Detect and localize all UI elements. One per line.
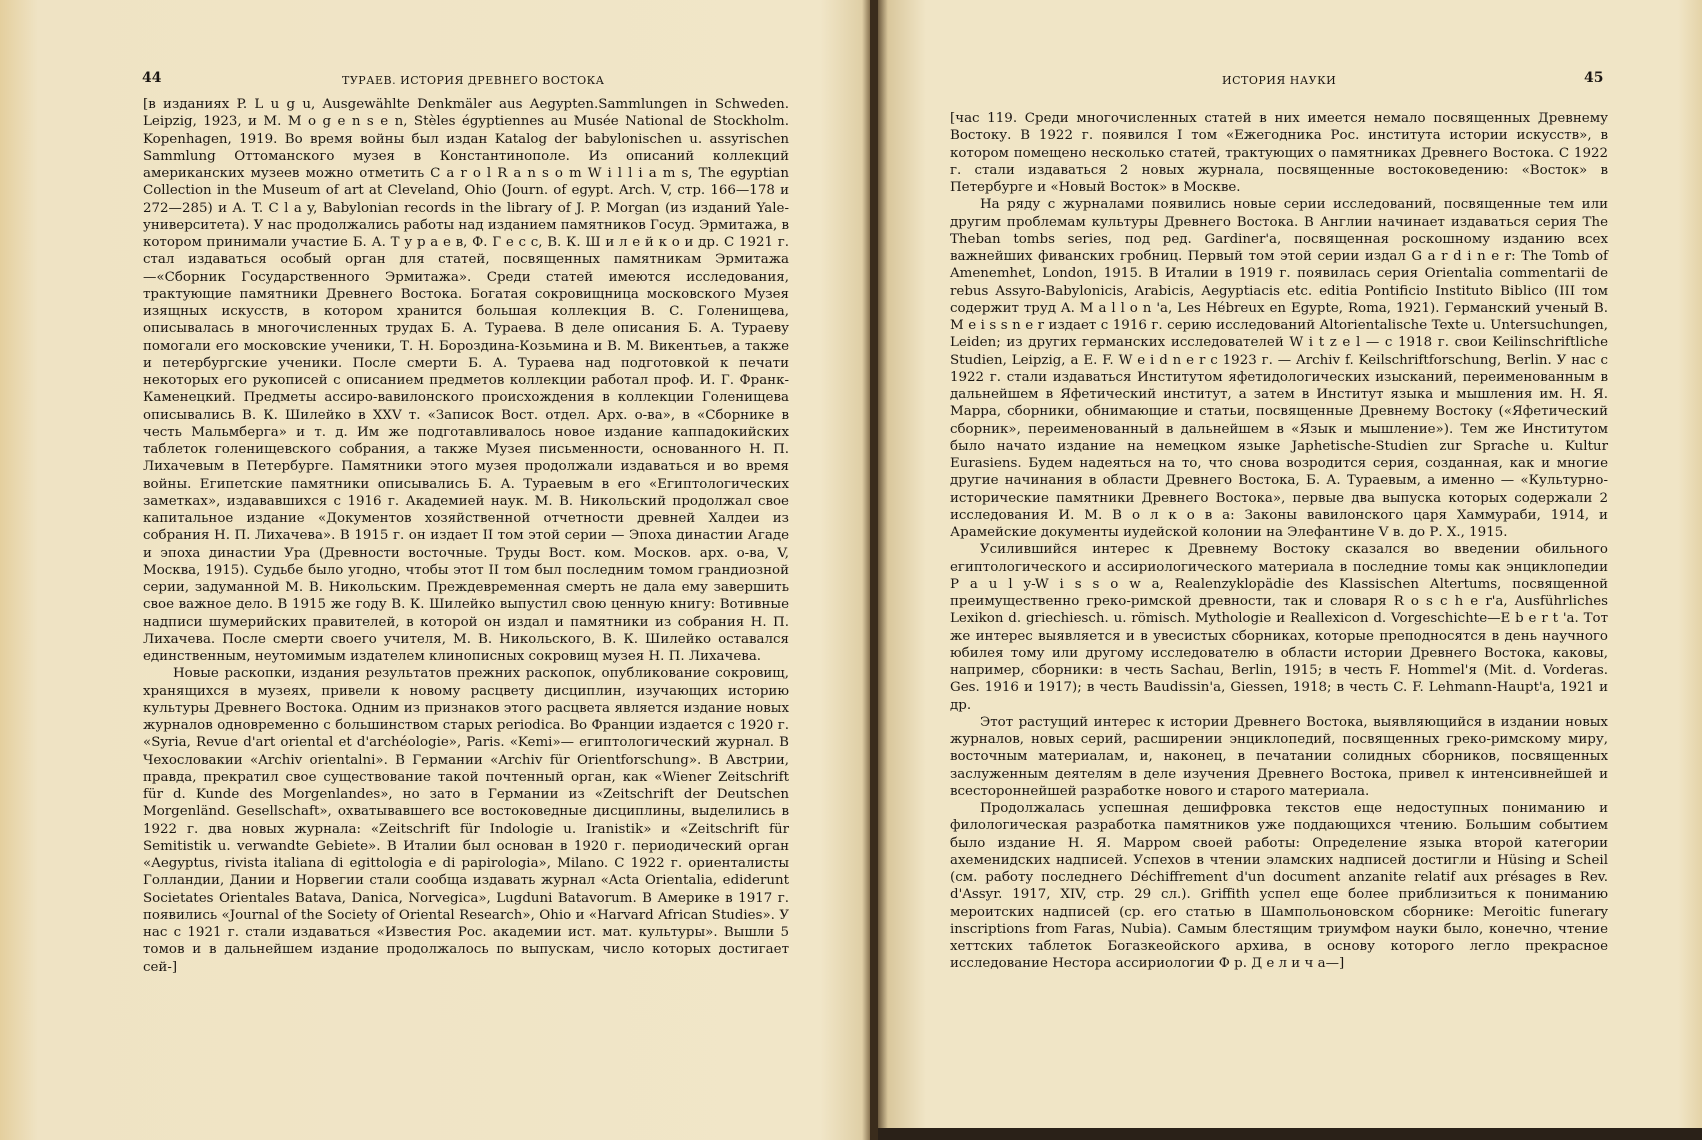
paragraph: Новые раскопки, издания результатов прежних раскопок, опубликование сокровищ, хранящихся в музеях, привели к новому расцвету дисциплин, изучающих историю культуры Древнего Востока. Одним из признаков этого расцвета является издание новых журналов одновременно с большинством старых periodica. Во Франции издается с 1920 г. «Syria, Revue d'art oriental et d'archéologie», Paris. «Kemi»— египтологический журнал. В Чехословакии «Archiv orientalni». В Германии «Archiv für Orientforschung». В Австрии, правда, прекратил свое существование такой почтенный орган, как «Wiener Zeitschrift für d. Kunde des Morgenlandes», но зато в Германии из «Zeitschrift der Deutschen Morgenländ. Gesellschaft», охватывавшего все востоковедные дисциплины, выделились в 1922 г. два новых журнала: «Zeitschrift für Indologie u. Iranistik» и «Zeitschrift für Semitistik u. verwandte Gebiete». В Италии был основан в 1920 г. периодический орган «Aegyptus, rivista italiana di egittologia e di papirologia», Milano. С 1922 г. ориенталисты Голландии, Дании и Норвегии стали сообща издавать журнал «Acta Orientalia, ediderunt Societates Orientales Batava, Danica, Norvegica», Lugduni Batavorum. В Америке в 1917 г. появились «Journal of the Society of Oriental Research», Ohio и «Harvard African Studies». У нас с 1921 г. стали издаваться «Известия Рос. академии ист. мат. культуры». Вышли 5 томов и в дальнейшем издание продолжалось по выпускам, число которых достигает сей-] (143, 666, 789, 975)
left-page-number: 44 (142, 70, 162, 86)
paragraph: [в изданиях P. L u g u, Ausgewählte Denkmäler aus Aegypten.Sammlungen in Schweden. Leipzig, 1923, и M. M o g e n s e n, Stèles égyptiennes au Musée National de Stockholm. Kopenhagen, 1919. Во время войны был издан Katalog der babylonischen u. assyrischen Sammlung Оттоманского музея в Константинополе. Из описаний коллекций американских музеев можно отметить C a r o l R a n s o m W i l l i a m s, The egyptian Collection in the Museum of art at Cleveland, Ohio (Journ. of egypt. Arch. V, стр. 166—178 и 272—285) и A. T. C l a y, Babylonian records in the library of J. P. Morgan (из изданий Yale-университета). У нас продолжались работы над изданием памятников Госуд. Эрмитажа, в котором принимали участие Б. А. Т у р а е в, Ф. Г е с с, В. К. Ш и л е й к о и др. С 1921 г. стал издаваться особый орган для статей, посвященных памятникам Эрмитажа—«Сборник Государственного Эрмитажа». Среди статей имеются исследования, трактующие памятники Древнего Востока. Богатая сокровищница московского Музея изящных искусств, в котором хранится большая коллекция В. С. Голенищева, описывалась в многочисленных трудах Б. А. Тураева. В деле описания Б. А. Тураеву помогали его московские ученики, Т. Н. Бороздина-Козьмина и В. М. Викентьев, а также и петербургские ученики. После смерти Б. А. Тураева над подготовкой к печати некоторых его рукописей с описанием предметов коллекции работал проф. И. Г. Франк-Каменецкий. Предметы ассиро-вавилонского происхождения в коллекции Голенищева описывались В. К. Шилейко в XXV т. «Записок Вост. отдел. Арх. о-ва», в «Сборнике в честь Мальмберга» и т. д. Им же подготавливалось новое издание каппадокийских таблеток голенищевского собрания, а также Музея письменности, основанного Н. П. Лихачевым в Петербурге. Памятники этого музея продолжали издаваться и во время войны. Египетские памятники описывались Б. А. Тураевым в его «Египтологических заметках», издававшихся с 1916 г. Академией наук. М. В. Никольский продолжал свое капитальное издание «Документов хозяйственной отчетности древней Халдеи из собрания Н. П. Лихачева». В 1915 г. он издает II том этой серии — Эпоха династии Агаде и эпоха династии Ура (Древности восточные. Труды Вост. ком. Москов. арх. о-ва, V, Москва, 1915). Судьбе было угодно, чтобы этот II том был последним томом грандиозной серии, задуманной М. В. Никольским. Преждевременная смерть не дала ему завершить свое важное дело. В 1915 же году В. К. Шилейко выпустил свою ценную книгу: Вотивные надписи шумерийских правителей, в которой он издал и памятники из собрания Н. П. Лихачева. После смерти своего учителя, М. В. Никольского, В. К. Шилейко оставался единственным, неутомимым издателем клинописных сокровищ музея Н. П. Лихачева. (143, 97, 789, 664)
paragraph: Продолжалась успешная дешифровка текстов еще недоступных пониманию и филологическая разработка памятников уже поддающихся чтению. Большим событием было издание Н. Я. Марром своей работы: Определение языка второй категории ахеменидских надписей. Успехов в чтении эламских надписей достигли и Hüsing и Scheil (см. работу последнего Déchiffrement d'un document anzanite relatif aux présages в Rev. d'Assyr. 1917, XIV, стр. 29 сл.). Griffith успел еще более приблизиться к пониманию мероитских надписей (ср. его статью в Шампольоновском сборнике: Meroitic funerary inscriptions from Faras, Nubia). Самым блестящим триумфом науки было, конечно, чтение хеттских таблеток Богазкеойского архива, в основу которого легло прекрасное исследование Нестора ассириологии Ф р. Д е л и ч а—] (950, 801, 1608, 972)
scan-edge (878, 1128, 1702, 1140)
right-page (878, 0, 1702, 1140)
right-text-column (950, 110, 1608, 973)
right-page-number: 45 (1584, 70, 1604, 86)
paragraph: На ряду с журналами появились новые серии исследований, посвященные тем или другим проблемам культуры Древнего Востока. В Англии начинает издаваться серия The Theban tombs series, под ред. Gardiner'a, посвященная роскошному изданию всех важнейших фиванских гробниц. Первый том этой серии издал G a r d i n e r: The Tomb of Amenemhet, London, 1915. В Италии в 1919 г. появилась серия Orientalia commentarii de rebus Assyro-Babylonicis, Arabicis, Aegyptiacis etc. editia Pontificio Instituto Biblico (III том содержит труд A. M a l l o n 'a, Les Hébreux en Egypte, Roma, 1921). Германский ученый B. M e i s s n e r издает с 1916 г. серию исследований Altorientalische Texte u. Untersuchungen, Leiden; из других германских исследователей W i t z e l — с 1918 г. свои Keilinschriftliche Studien, Leipzig, а E. F. W e i d n e r с 1923 г. — Archiv f. Keilschriftforschung, Berlin. У нас с 1922 г. стали издаваться Институтом яфетидологических изысканий, переименованным в дальнейшем в Яфетический институт, а затем в Институт языка и мышления им. Н. Я. Марра, сборники, обнимающие и статьи, посвященные Древнему Востоку («Яфетический сборник», переименованный в дальнейшем в «Язык и мышление»). Тем же Институтом было начато издание на немецком языке Japhetische-Studien zur Sprache u. Kultur Eurasiens. Будем надеяться на то, что снова возродится серия, созданная, как и многие другие начинания в области Древнего Востока, Б. А. Тураевым, а именно — «Культурно-исторические памятники Древнего Востока», первые два выпуска которых содержали 2 исследования И. М. В о л к о в а: Законы вавилонского царя Хаммураби, 1914, и Арамейские документы иудейской колонии на Элефантине V в. до Р. Х., 1915. (950, 197, 1608, 540)
paragraph: Этот растущий интерес к истории Древнего Востока, выявляющийся в издании новых журналов, новых серий, расширении энциклопедий, посвященных греко-римскому миру, восточным материалам, и, наконец, в печатании солидных сборников, посвященных заслуженным деятелям в деле изучения Древнего Востока, привел к интенсивнейшей и всестороннейшей разработке нового и старого материала. (950, 714, 1608, 799)
paragraph: Усилившийся интерес к Древнему Востоку сказался во введении обильного египтологического и ассириологического материала в последние томы как энциклопедии P a u l y-W i s s o w a, Realenzyklopädie des Klassischen Altertums, посвященной преимущественно греко-римской древности, так и словаря R o s c h e r'а, Ausführliches Lexikon d. griechiesch. u. römisch. Mythologie и Reallexicon d. Vorgeschichte—E b e r t 'а. Тот же интерес выявляется и в увесистых сборниках, которые преподносятся в день научного юбилея тому или другому исследователю в области истории Древнего Востока, каковы, например, сборники: в честь Sachau, Berlin, 1915; в честь F. Hommel'я (Mit. d. Vorderas. Ges. 1916 и 1917); в честь Baudissin'а, Giessen, 1918; в честь C. F. Lehmann-Haupt'а, 1921 и др. (950, 542, 1608, 713)
right-running-head: ИСТОРИЯ НАУКИ (1222, 74, 1337, 87)
paragraph: [час 119. Среди многочисленных статей в них имеется немало посвященных Древнему Востоку. В 1922 г. появился I том «Ежегодника Рос. института истории искусств», в котором помещено несколько статей, трактующих о памятниках Древнего Востока. С 1922 г. стали издаваться 2 новых журнала, посвященные востоковедению: «Восток» в Петербурге и «Новый Восток» в Москве. (950, 111, 1608, 195)
left-running-head: ТУРАЕВ. ИСТОРИЯ ДРЕВНЕГО ВОСТОКА (342, 74, 605, 87)
left-text-column (143, 96, 789, 976)
